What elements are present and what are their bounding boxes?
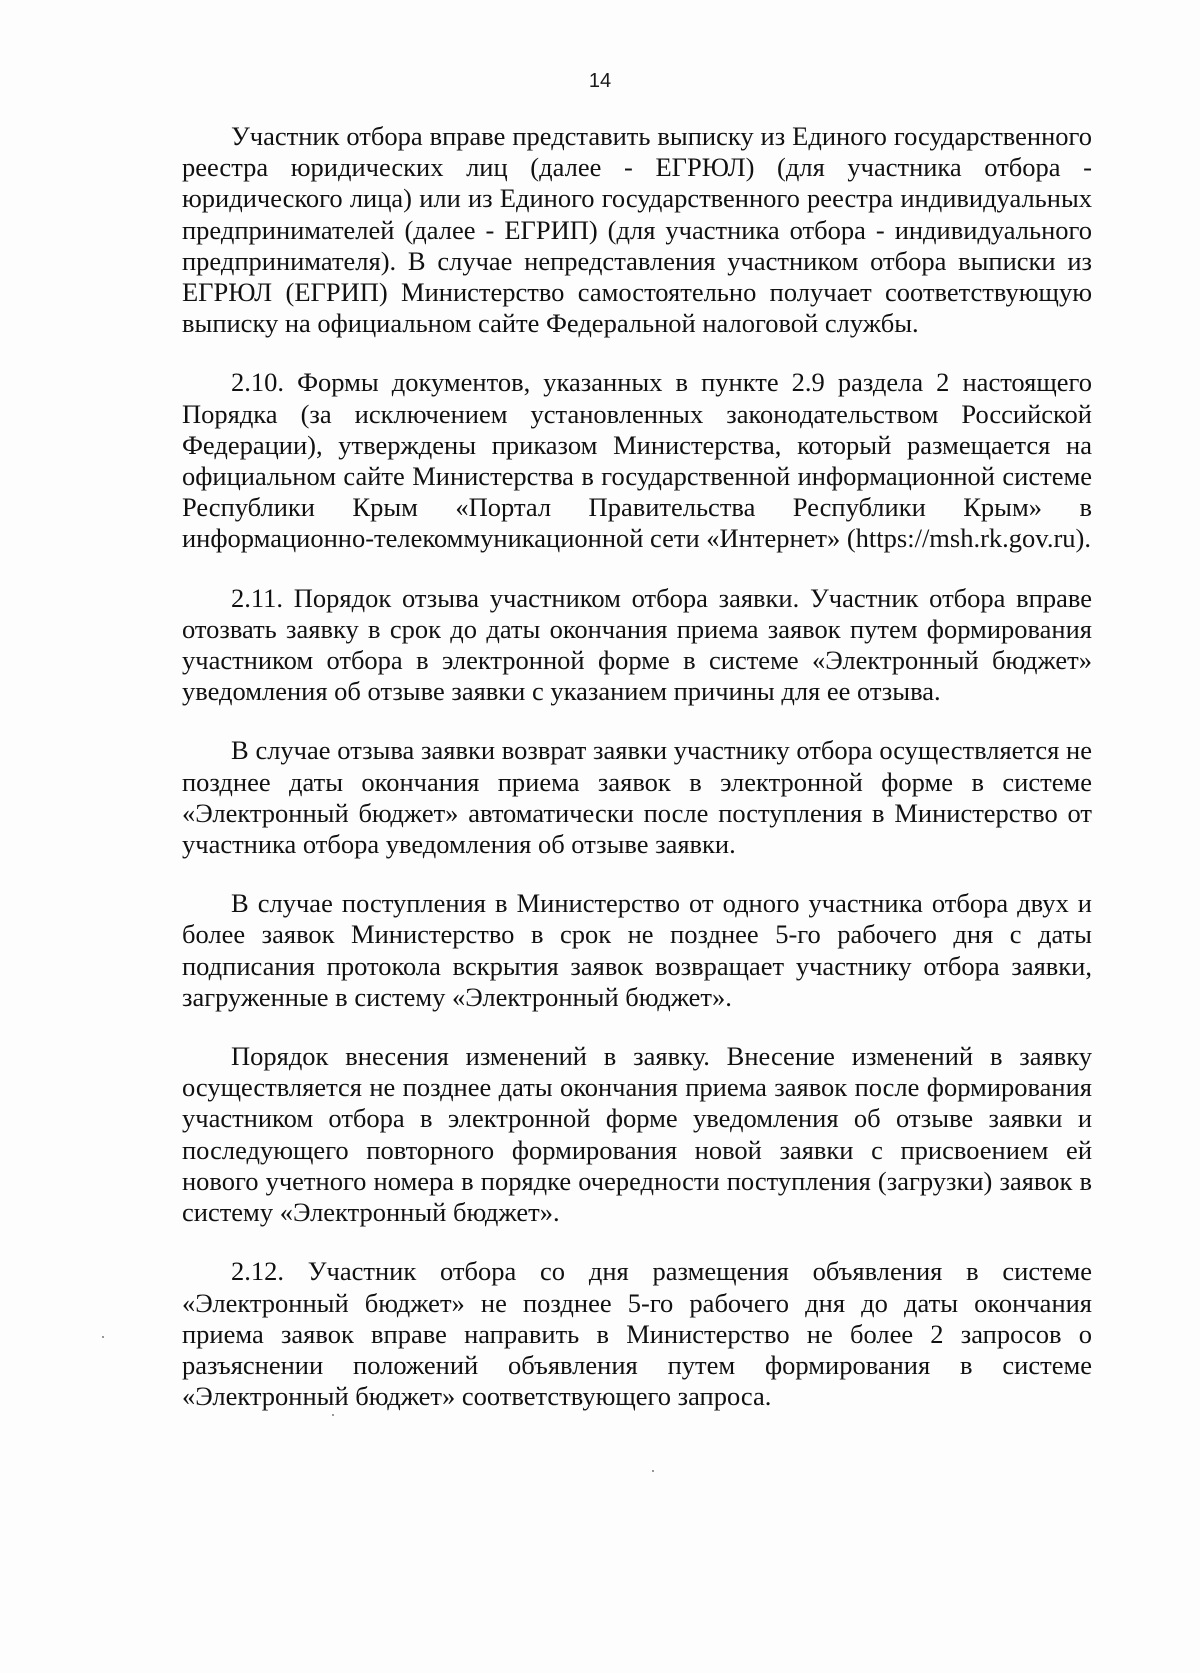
scan-speck xyxy=(102,1336,104,1338)
scan-speck xyxy=(652,1470,654,1472)
paragraph-2-10-document-forms: 2.10. Формы документов, указанных в пункте 2.9 раздела 2 настоящего Порядка (за исключением установленных законодательством Российской Федерации), утверждены приказом Министерства, который размещается на официальном сайте Министерства в государственной информационной системе Республики Крым «Портал Правительства Республики Крым» в информационно-телекоммуникационной сети «Интернет» (https://msh.rk.gov.ru). xyxy=(182,367,1092,554)
paragraph-withdrawal-return: В случае отзыва заявки возврат заявки участнику отбора осуществляется не позднее даты окончания приема заявок в электронной форме в системе «Электронный бюджет» автоматически после поступления в Министерство от участника отбора уведомления об отзыве заявки. xyxy=(182,735,1092,860)
paragraph-multiple-applications: В случае поступления в Министерство от одного участника отбора двух и более заявок Министерство в срок не позднее 5-го рабочего дня с даты подписания протокола вскрытия заявок возвращает участнику отбора заявки, загруженные в систему «Электронный бюджет». xyxy=(182,888,1092,1012)
paragraph-changes-procedure: Порядок внесения изменений в заявку. Внесение изменений в заявку осуществляется не позднее даты окончания приема заявок после формирования участником отбора в электронной форме уведомления об отзыве заявки и последующего повторного формирования новой заявки с присвоением ей нового учетного номера в порядке очередности поступления (загрузки) заявок в систему «Электронный бюджет». xyxy=(182,1041,1092,1228)
paragraph-egrul-extract: Участник отбора вправе представить выписку из Единого государственного реестра юридических лиц (далее - ЕГРЮЛ) (для участника отбора - юридического лица) или из Единого государственного реестра индивидуальных предпринимателей (далее - ЕГРИП) (для участника отбора - индивидуального предпринимателя). В случае непредставления участником отбора выписки из ЕГРЮЛ (ЕГРИП) Министерство самостоятельно получает соответствующую выписку на официальном сайте Федеральной налоговой службы. xyxy=(182,121,1092,339)
paragraph-2-11-withdrawal: 2.11. Порядок отзыва участником отбора заявки. Участник отбора вправе отозвать заявку в срок до даты окончания приема заявок путем формирования участником отбора в электронной форме в системе «Электронный бюджет» уведомления об отзыве заявки с указанием причины для ее отзыва. xyxy=(182,582,1092,707)
document-body xyxy=(182,121,1092,1412)
page-number: 14 xyxy=(588,70,612,92)
paragraph-2-12-clarification-requests: 2.12. Участник отбора со дня размещения объявления в системе «Электронный бюджет» не позднее 5-го рабочего дня до даты окончания приема заявок вправе направить в Министерство не более 2 запросов о разъяснении положений объявления путем формирования в системе «Электронный бюджет» соответствующего запроса. xyxy=(182,1256,1092,1412)
scan-speck xyxy=(332,1414,334,1416)
